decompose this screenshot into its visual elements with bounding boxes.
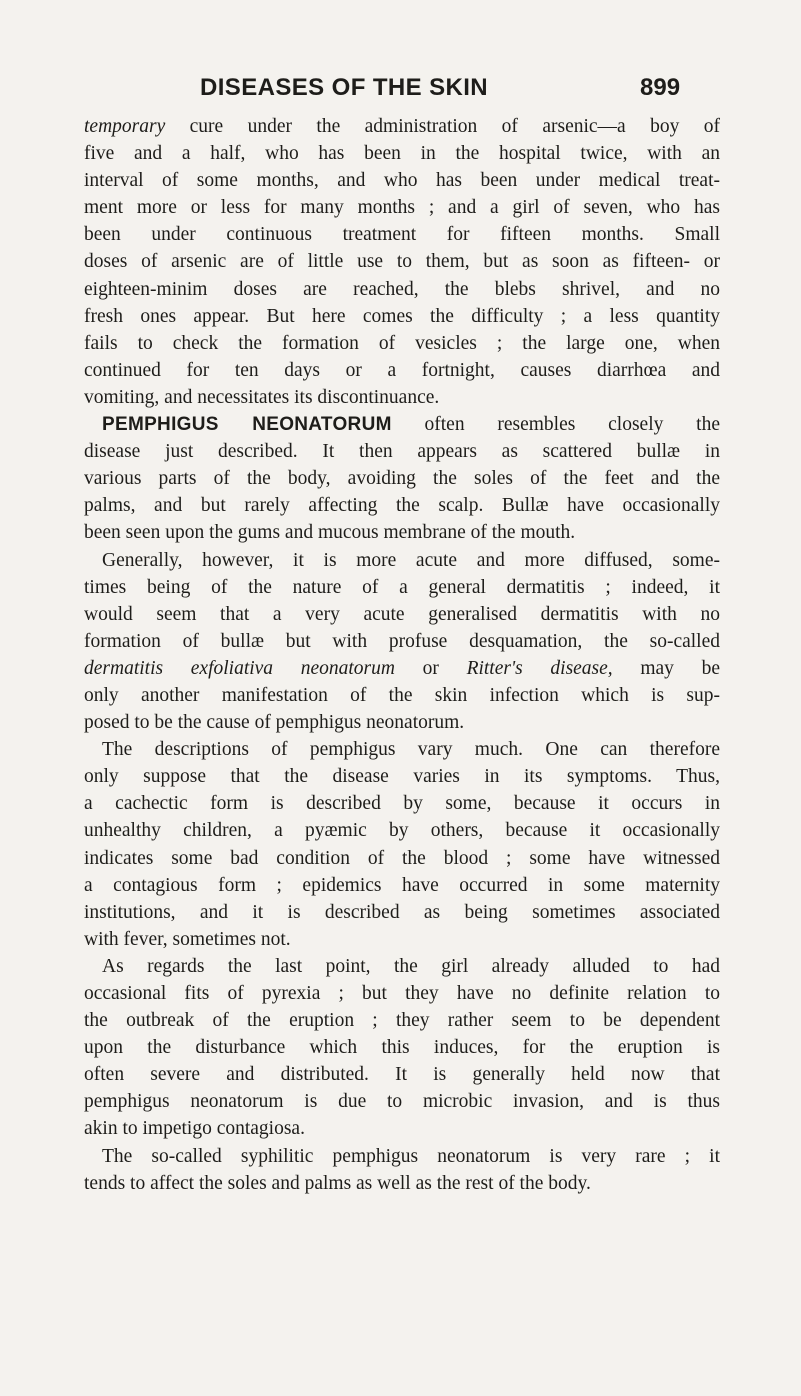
text-line — [84, 221, 720, 248]
text-span: The descriptions of pemphigus vary much. One can therefore — [102, 739, 720, 761]
text-span: upon the disturbance which this induces, for the eruption is — [84, 1037, 720, 1059]
body-text — [84, 113, 720, 1197]
text-span: interval of some months, and who has been under medical treat- — [84, 170, 720, 192]
text-line — [84, 845, 720, 872]
text-line — [84, 465, 720, 492]
text-span: institutions, and it is described as being sometimes associated — [84, 901, 720, 923]
text-line — [84, 276, 720, 303]
text-span: indicates some bad condition of the blood ; some have witnessed — [84, 847, 720, 869]
text-line — [84, 1143, 720, 1170]
text-line — [84, 601, 720, 628]
text-span: palms, and but rarely affecting the scalp. Bullæ have occasionally — [84, 495, 720, 517]
text-line — [84, 709, 720, 736]
text-span: only another manifestation of the skin infection which is sup- — [84, 684, 720, 706]
text-line — [84, 330, 720, 357]
text-line — [84, 248, 720, 275]
text-line — [84, 1088, 720, 1115]
text-line — [84, 384, 720, 411]
text-line — [84, 1115, 720, 1142]
text-span: eighteen-minim doses are reached, the blebs shrivel, and no — [84, 278, 720, 300]
text-span: Generally, however, it is more acute and more diffused, some- — [102, 549, 720, 571]
text-line — [84, 492, 720, 519]
text-span: often severe and distributed. It is generally held now that — [84, 1064, 720, 1086]
text-line — [84, 303, 720, 330]
text-line — [84, 140, 720, 167]
text-line — [84, 763, 720, 790]
text-span: formation of bullæ but with profuse desquamation, the so-called — [84, 630, 720, 652]
text-span: only suppose that the disease varies in its symptoms. Thus, — [84, 766, 720, 788]
running-title: DISEASES OF THE SKIN — [200, 74, 489, 101]
text-span: pemphigus neonatorum is due to microbic invasion, and is thus — [84, 1091, 720, 1113]
text-line — [84, 817, 720, 844]
text-span: with fever, sometimes not. — [84, 928, 291, 950]
text-span: often resembles closely the — [391, 414, 720, 436]
italic-text: temporary — [84, 116, 166, 137]
text-span: tends to affect the soles and palms as well as the rest of the body. — [84, 1172, 591, 1194]
text-line — [84, 953, 720, 980]
text-line — [84, 655, 720, 682]
section-heading: PEMPHIGUS NEONATORUM — [102, 414, 392, 436]
text-line — [84, 736, 720, 763]
text-line — [84, 411, 720, 438]
text-line — [84, 1034, 720, 1061]
text-span: may be — [612, 657, 721, 679]
text-span: the outbreak of the eruption ; they rather seem to be dependent — [84, 1010, 720, 1032]
text-line — [84, 1007, 720, 1034]
text-span: continued for ten days or a fortnight, causes diarrhœa and — [84, 359, 720, 381]
text-line — [84, 628, 720, 655]
text-line — [84, 980, 720, 1007]
text-span: occasional fits of pyrexia ; but they have no definite relation to — [84, 983, 720, 1004]
text-line — [84, 872, 720, 899]
text-span: The so-called syphilitic pemphigus neonatorum is very rare ; it — [102, 1145, 720, 1167]
page-number: 899 — [640, 74, 681, 101]
text-line — [84, 1061, 720, 1088]
running-header — [0, 74, 801, 108]
text-span: fresh ones appear. But here comes the difficulty ; a less quantity — [84, 305, 720, 327]
text-line — [84, 194, 720, 221]
text-span: been seen upon the gums and mucous membrane of the mouth. — [84, 522, 576, 544]
text-span: unhealthy children, a pyæmic by others, because it occasionally — [84, 820, 720, 842]
text-span: posed to be the cause of pemphigus neonatorum. — [84, 712, 465, 734]
text-line — [84, 899, 720, 926]
text-line — [84, 357, 720, 384]
text-span: akin to impetigo contagiosa. — [84, 1118, 305, 1140]
text-line — [84, 790, 720, 817]
text-span: doses of arsenic are of little use to them, but as soon as fifteen- or — [84, 251, 720, 273]
text-span: or — [394, 657, 467, 679]
text-line — [84, 1170, 720, 1197]
text-line — [84, 113, 720, 140]
text-span: a cachectic form is described by some, because it occurs in — [84, 793, 720, 815]
text-span: fails to check the formation of vesicles ; the large one, when — [84, 332, 720, 354]
text-span: five and a half, who has been in the hospital twice, with an — [84, 143, 720, 165]
text-span: a contagious form ; epidemics have occurred in some maternity — [84, 874, 720, 896]
text-span: cure under the administration of arsenic—a boy of — [165, 116, 720, 137]
text-span: times being of the nature of a general dermatitis ; indeed, it — [84, 576, 720, 598]
text-span: vomiting, and necessitates its discontinuance. — [84, 386, 440, 408]
text-line — [84, 438, 720, 465]
text-span: disease just described. It then appears as scattered bullæ in — [84, 441, 720, 463]
text-line — [84, 519, 720, 546]
text-line — [84, 682, 720, 709]
text-line — [84, 574, 720, 601]
text-span: ment more or less for many months ; and a girl of seven, who has — [84, 197, 720, 219]
italic-text: Ritter's disease, — [466, 657, 613, 679]
text-span: As regards the last point, the girl already alluded to had — [102, 955, 720, 977]
text-line — [84, 547, 720, 574]
text-span: various parts of the body, avoiding the soles of the feet and the — [84, 468, 720, 490]
text-span: been under continuous treatment for fifteen months. Small — [84, 224, 720, 246]
text-line — [84, 926, 720, 953]
text-line — [84, 167, 720, 194]
italic-text: dermatitis exfoliativa neonatorum — [84, 657, 395, 679]
text-span: would seem that a very acute generalised dermatitis with no — [84, 603, 720, 625]
